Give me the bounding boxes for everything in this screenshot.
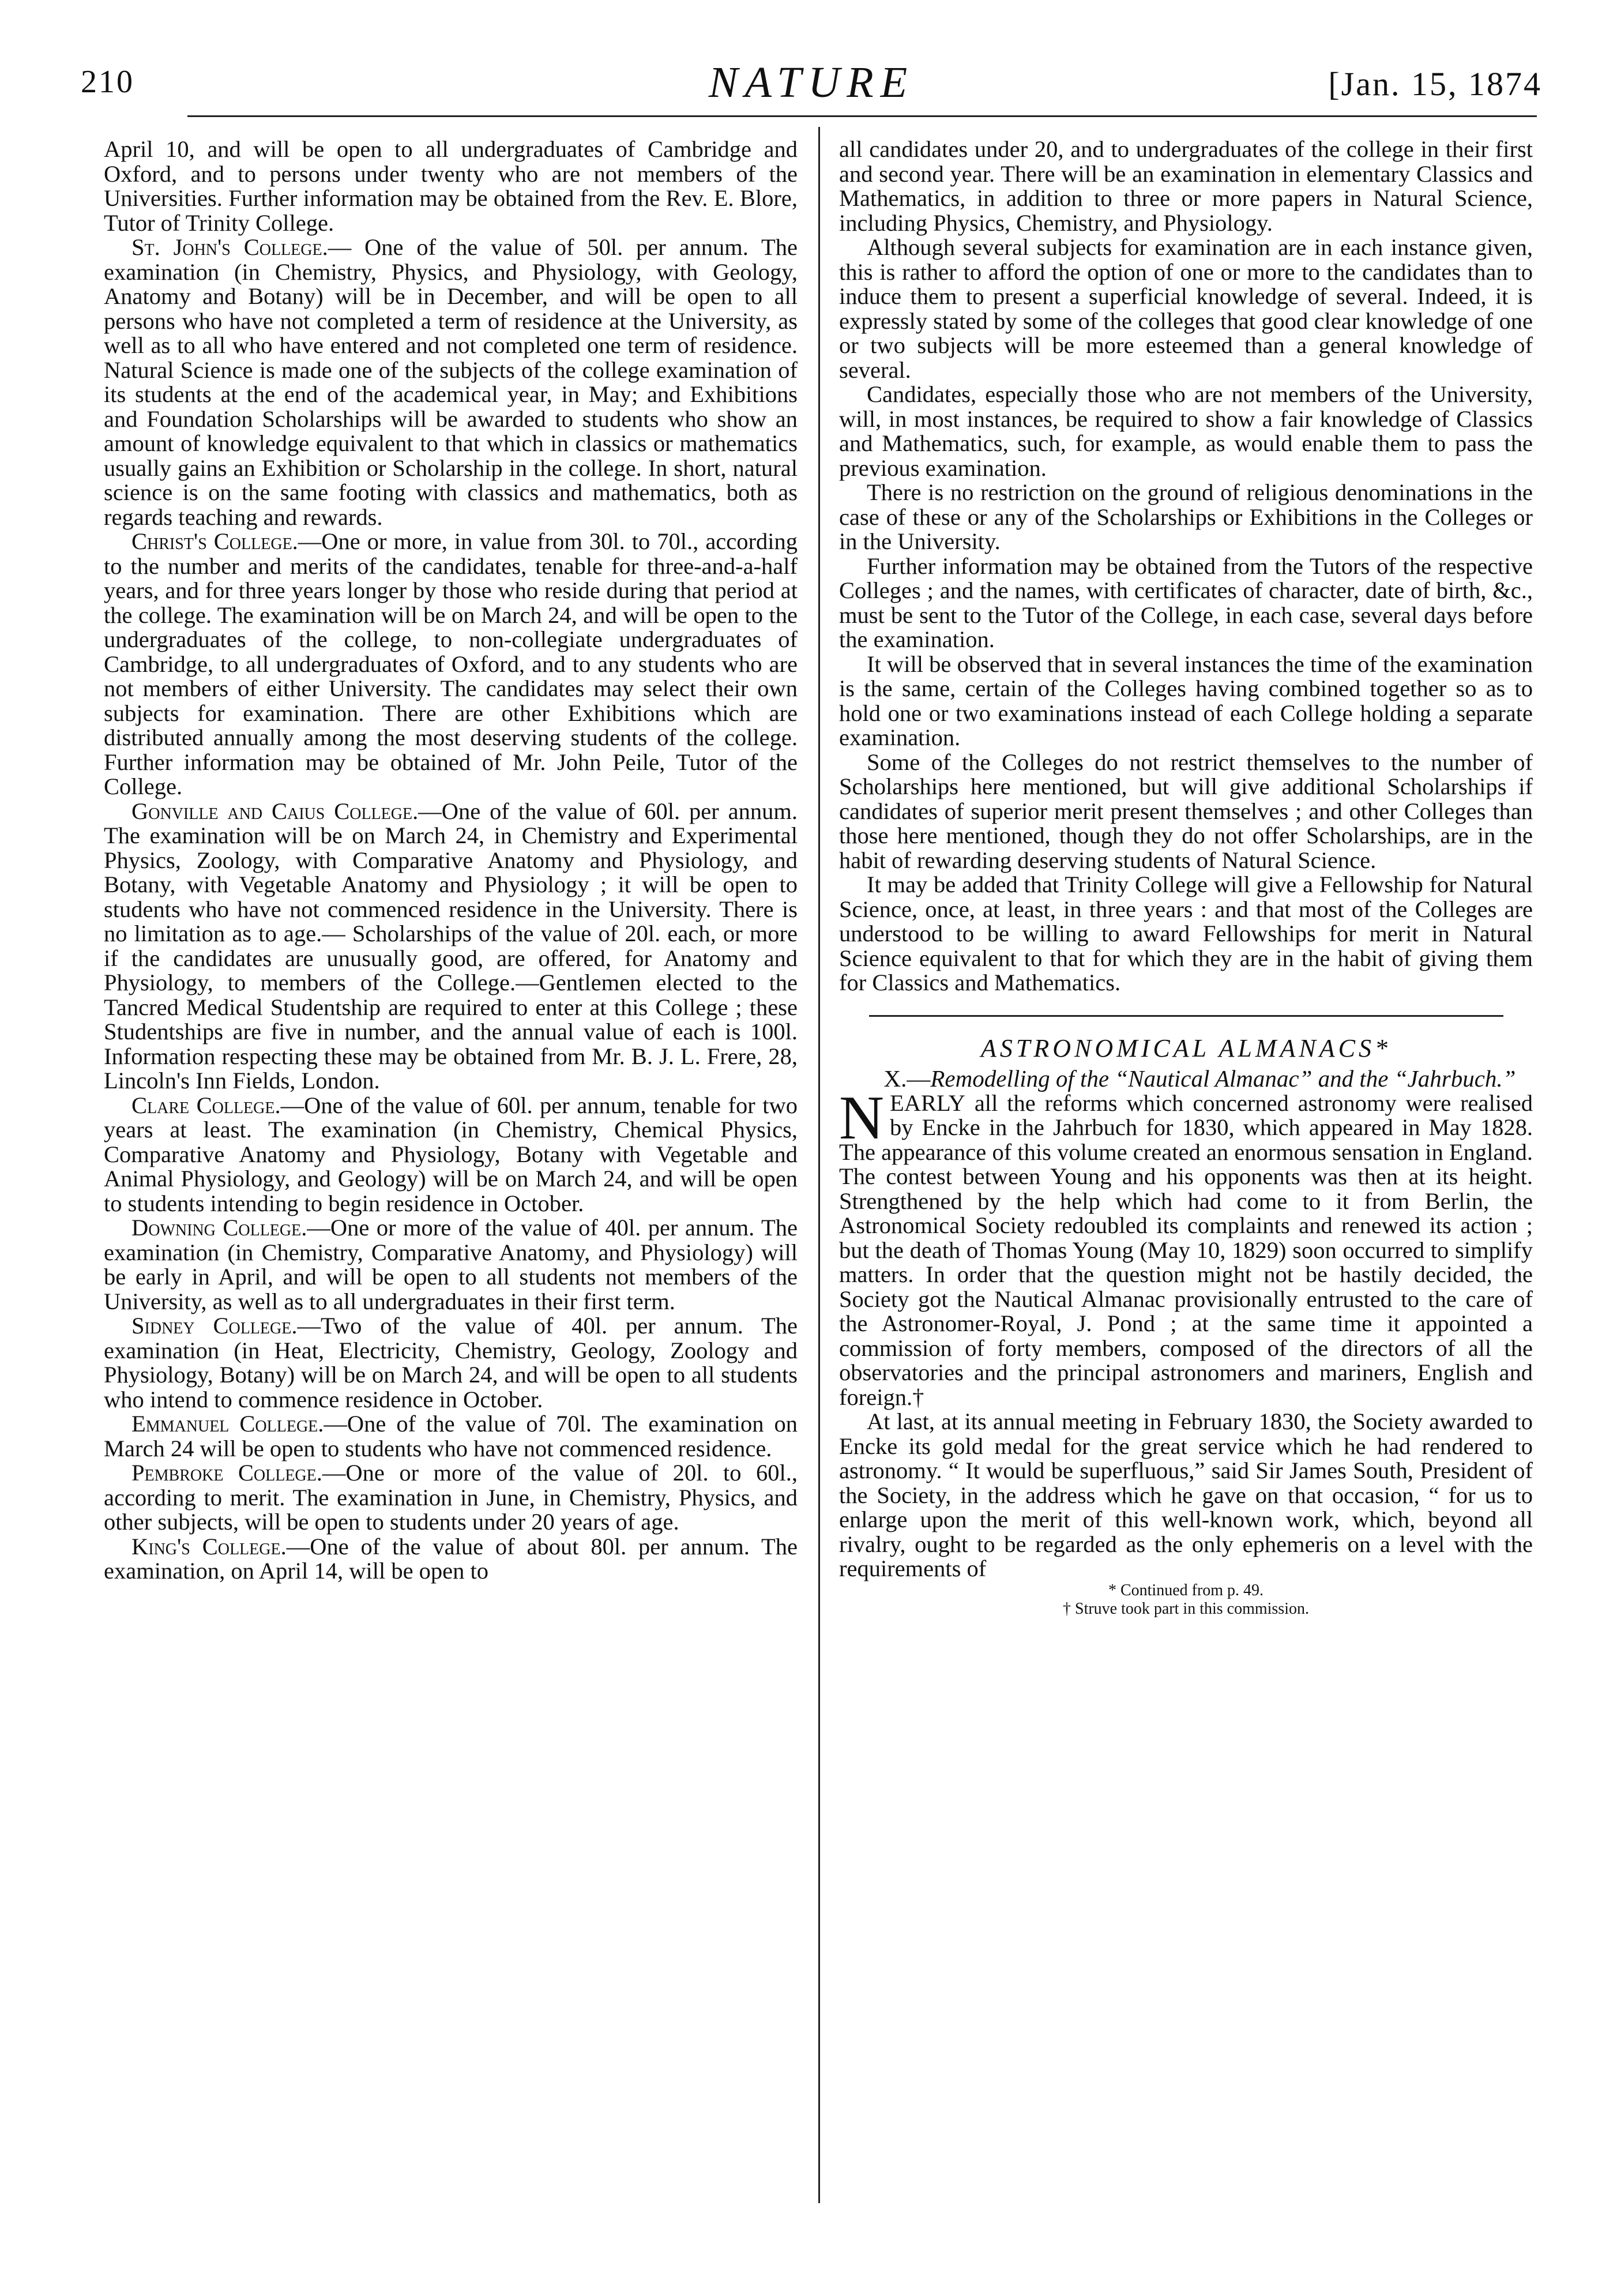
footnote: * Continued from p. 49. bbox=[1108, 1581, 1264, 1599]
paragraph-christs: Christ's College.—One or more, in value from 30l. to 70l., according to the number and merits of the candidates, tenable for three-and-a-half years, and for three years longer by those who reside during that period at the college. The examination will be on March 24, and will be open to the undergraduates of the college, to non-collegiate undergraduates of Cambridge, to all undergraduates of Oxford, and to any students who are not members of either University. The candidates may select their own subjects for examination. There are other Exhibitions which are distributed annually among the most deserving students of the college. Further information may be obtained of Mr. John Peile, Tutor of the College. bbox=[104, 528, 798, 799]
issue-date: [Jan. 15, 1874 bbox=[1328, 65, 1542, 103]
college-name: Pembroke College. bbox=[131, 1460, 322, 1486]
paragraph-st-johns: St. John's College.— One of the value of 50l. per annum. The examination (in Chemistry, Physics, and Physiology, with Geology, Anatomy and Botany) will be in December, and will be open to all persons who have not completed a term of residence at the University, as well as to all who have entered and not completed one term of residence. Natural Science is made one of the subjects of the college examination of its students at the end of the academical year, in May; and Exhibitions and Foundation Scholarships will be awarded to students who show an amount of knowledge equivalent to that which in classics or mathematics usually gains an Exhibition or Scholarship in the college. In short, natural science is on the same footing with classics and mathematics, both as regards teaching and rewards. bbox=[104, 234, 798, 530]
college-name: Clare College. bbox=[131, 1092, 281, 1118]
paragraph-clare: Clare College.—One of the value of 60l. per annum, tenable for two years at least. The examination (in Chemistry, Chemical Physics, Comparative Anatomy and Physiology, Botany with Vegetable and Animal Physiology, and Geology) will be on March 24, and will be open to students intending to begin residence in October. bbox=[104, 1092, 798, 1216]
college-name: Gonville and Caius College. bbox=[131, 798, 419, 824]
paragraph: April 10, and will be open to all undergraduates of Cambridge and Oxford, and to persons under twenty who are not members of the Universities. Further information may be obtained from the Rev. E. Blore, Tutor of Trinity College. bbox=[104, 136, 798, 236]
paragraph: It will be observed that in several instances the time of the examination is the same, certain of the Colleges having combined together so as to hold one or two examinations instead of each College holding a separate examination. bbox=[839, 651, 1533, 750]
paragraph-kings: King's College.—One of the value of about 80l. per annum. The examination, on April 14, will be open to bbox=[104, 1533, 798, 1584]
running-header bbox=[81, 58, 1542, 110]
column-divider bbox=[818, 127, 820, 2203]
paragraph-downing: Downing College.—One or more of the value of 40l. per annum. The examination (in Chemistry, Comparative Anatomy, and Physiology) will be early in April, and will be open to all students not members of the University, as well as to all undergraduates in their first term. bbox=[104, 1215, 798, 1314]
paragraph: It may be added that Trinity College will give a Fellowship for Natural Science, once, at least, in three years : and that most of the Colleges are understood to be willing to award Fellowships for merit in Natural Science equivalent to that for which they are in the habit of giving them for Classics and Mathematics. bbox=[839, 871, 1533, 995]
paragraph: Some of the Colleges do not restrict themselves to the number of Scholarships here mentioned, but will give additional Scholarships if candidates of superior merit present themselves ; and other Colleges than those here mentioned, though they do not offer Scholarships, are in the habit of rewarding deserving students of Natural Science. bbox=[839, 749, 1533, 873]
paragraph-emmanuel: Emmanuel College.—One of the value of 70l. The examination on March 24 will be open to students who have not commenced residence. bbox=[104, 1411, 798, 1461]
article-paragraph: NEARLY all the reforms which concerned astronomy were realised by Encke in the Jahrbuch for 1830, which appeared in May 1828. The appearance of this volume created an enormous sensation in England. The contest between Young and his opponents was then at its height. Strengthened by the help which had come to it from Berlin, the Astronomical Society redoubled its complaints and renewed its action ; but the death of Thomas Young (May 10, 1829) soon occurred to simplify matters. In order that the question might not be hastily decided, the Society got the Nautical Almanac provisionally entrusted to the care of the Astronomer-Royal, J. Pond ; at the same time it appointed a commission of forty members, composed of the directors of all the observatories and the principal astronomers and mariners, English and foreign.† bbox=[839, 1083, 1533, 1410]
paragraph-pembroke: Pembroke College.—One or more of the value of 20l. to 60l., according to merit. The examination in June, in Chemistry, Physics, and other subjects, will be open to students under 20 years of age. bbox=[104, 1460, 798, 1535]
college-name: King's College. bbox=[131, 1533, 287, 1560]
college-name: Christ's College. bbox=[131, 528, 298, 554]
paragraph-gonville-caius: Gonville and Caius College.—One of the value of 60l. per annum. The examination will be on March 24, in Chemistry and Experimental Physics, Zoology, with Comparative Anatomy and Physiology, and Botany, with Vegetable Anatomy and Physiology ; it will be open to students who have not commenced residence in the University. There is no limitation as to age.— Scholarships of the value of 20l. each, or more if the candidates are unusually good, are offered, for Anatomy and Physiology, to members of the College.—Gentlemen elected to the Tancred Medical Studentship are required to enter at this College ; these Studentships are five in number, and the annual value of each is 100l. Information respecting these may be obtained from Mr. B. J. L. Frere, 28, Lincoln's Inn Fields, London. bbox=[104, 798, 798, 1093]
college-name: Emmanuel College. bbox=[131, 1411, 324, 1437]
paragraph: Candidates, especially those who are not members of the University, will, in most instances, be required to show a fair knowledge of Classics and Mathematics, such, for example, as would enable them to pass the previous examination. bbox=[839, 381, 1533, 481]
journal-title: NATURE bbox=[708, 58, 915, 107]
right-column bbox=[839, 137, 1533, 1618]
footnotes bbox=[839, 1581, 1533, 1618]
section-separator bbox=[869, 1015, 1503, 1017]
article-title: ASTRONOMICAL ALMANACS* bbox=[981, 1034, 1391, 1062]
paragraph-sidney: Sidney College.—Two of the value of 40l. per annum. The examination (in Heat, Electricity, Chemistry, Geology, Zoology and Physiology, Botany) will be on March 24, and will be open to all students who intend to commence residence in October. bbox=[104, 1313, 798, 1412]
article-subtitle: X.—Remodelling of the “Nautical Almanac” and the “Jahrbuch.” bbox=[883, 1065, 1516, 1092]
college-name: Sidney College. bbox=[131, 1313, 298, 1339]
paragraph: all candidates under 20, and to undergraduates of the college in their first and second year. There will be an examination in elementary Classics and Mathematics, in addition to three or more papers in Natural Science, including Physics, Chemistry, and Physiology. bbox=[839, 136, 1533, 236]
article-paragraph: At last, at its annual meeting in February 1830, the Society awarded to Encke its gold medal for the great service which he had rendered to astronomy. “ It would be superfluous,” said Sir James South, President of the Society, in the address which he gave on that occasion, “ for us to enlarge upon the merit of this well-known work, which, beyond all rivalry, ought to be regarded as the only ephemeris on a level with the requirements of bbox=[839, 1408, 1533, 1581]
paragraph: There is no restriction on the ground of religious denominations in the case of these or any of the Scholarships or Exhibitions in the Colleges or in the University. bbox=[839, 479, 1533, 554]
page-number: 210 bbox=[81, 64, 134, 100]
college-name: Downing College. bbox=[131, 1215, 307, 1241]
header-rule bbox=[187, 115, 1537, 117]
paragraph: Although several subjects for examination are in each instance given, this is rather to afford the option of one or more to the candidates than to induce them to present a superficial knowledge of several. Indeed, it is expressly stated by some of the colleges that good clear knowledge of one or two subjects will be more esteemed than a general knowledge of several. bbox=[839, 234, 1533, 383]
paragraph: Further information may be obtained from the Tutors of the respective Colleges ; and the names, with certificates of character, date of birth, &c., must be sent to the Tutor of the College, in each case, several days before the examination. bbox=[839, 553, 1533, 652]
left-column bbox=[104, 137, 798, 1584]
college-name: St. John's College. bbox=[131, 234, 328, 260]
footnote: † Struve took part in this commission. bbox=[1063, 1599, 1309, 1618]
drop-cap: N bbox=[839, 1083, 884, 1152]
